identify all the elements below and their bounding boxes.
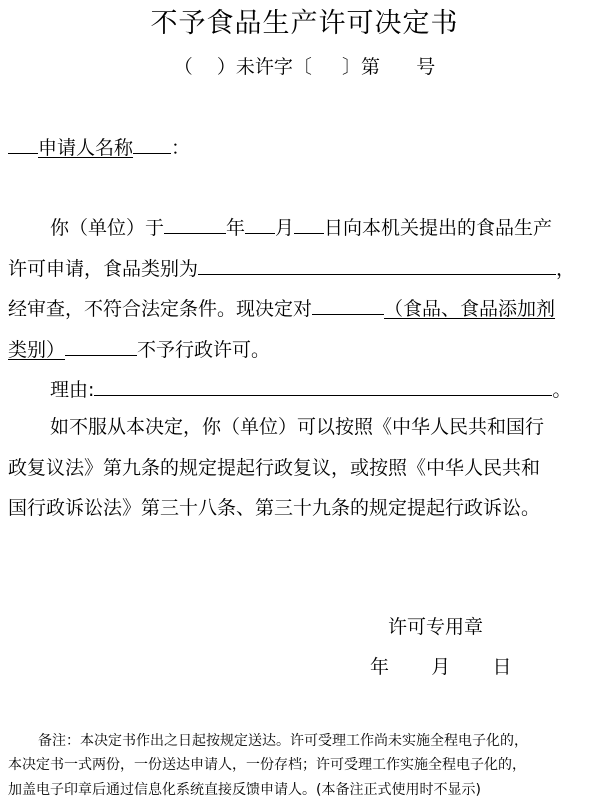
decision-object-blank [312,295,384,315]
decision-object-blank-2 [65,336,137,356]
year-blank [164,214,226,234]
food-category-blank [198,255,556,275]
p1-text-d: 日向本机关提出的食品生产 [324,217,553,239]
day-blank [294,214,324,234]
p1-month-label: 月 [275,217,295,239]
note-line3: 加盖电子印章后通过信息化系统直接反馈申请人。(本备注正式使用时不显示) [8,782,481,798]
reason-label: 理由: [50,379,95,401]
signature-date: 年 月 日 [370,656,512,678]
applicant-colon: ： [171,137,191,159]
p2-text-line1: 如不服从本决定，你（单位）可以按照《中华人民共和国行 [50,416,545,438]
paragraph2-line3: 国行政诉讼法》第三十八条、第三十九条的规定提起行政诉讼。 [8,497,541,519]
paragraph1-line4 [8,336,270,363]
p1-food-type-hint: （食品、食品添加剂 [384,298,556,320]
paragraph2-line1 [8,414,544,440]
applicant-blank-left [8,134,38,154]
p1-no-permit-text: 不予行政许可。 [137,339,271,361]
p1-year-label: 年 [226,217,246,239]
reason-line [8,376,571,403]
p1-category-hint-end: 类别） [8,339,66,361]
paragraph1-line2 [8,255,575,282]
applicant-label: 申请人名称 [38,137,134,159]
note-line1 [8,731,604,751]
note-line2: 本决定书一式两份，一份送达申请人，一份存档；许可受理工作实施全程电子化的， [8,757,526,773]
month-blank [245,214,275,234]
p1-comma: ， [556,258,576,280]
permit-seal-label: 许可专用章 [388,616,484,638]
reason-period: 。 [552,379,572,401]
document-number: （ ）未许字〔 〕第 号 [173,56,436,78]
p1-decision-text: 经审查，不符合法定条件。现决定对 [8,298,313,320]
applicant-blank-right [133,134,171,154]
note-text-1: 备注：本决定书作出之日起按规定送达。许可受理工作尚未实施全程电子化的， [38,733,528,749]
paragraph1-line1 [8,214,552,241]
document-title: 不予食品生产许可决定书 [150,8,459,39]
paragraph1-line3 [8,295,555,322]
p1-category-label: 许可申请，食品类别为 [8,258,199,280]
paragraph2-line2: 政复议法》第九条的规定提起行政复议，或按照《中华人民共和 [8,457,541,479]
applicant-line [8,134,190,161]
reason-blank [94,376,552,396]
p1-text-a: 你（单位）于 [50,217,165,239]
